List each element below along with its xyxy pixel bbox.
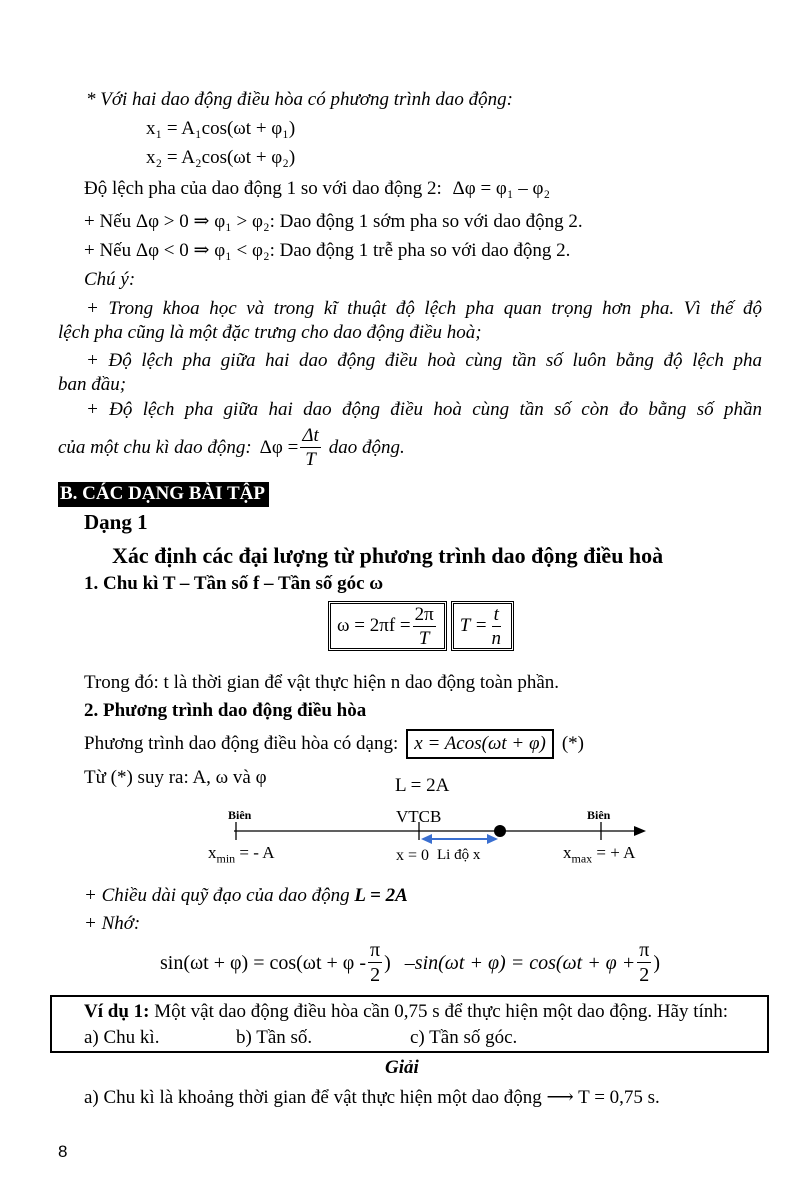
phase-difference-text: Độ lệch pha của dao động 1 so với dao động 2: [84,178,442,199]
solution-title: Giải [385,1057,419,1078]
identity1-numerator: π [370,939,381,961]
displacement-arrow-head-left [421,834,432,844]
period-fraction [490,605,504,648]
case-negative-condition: + Nếu Δφ < 0 ⇒ φ₁ < φ₂: [84,240,275,261]
section-b-header: B. CÁC DẠNG BÀI TẬP [58,482,269,507]
period-lhs: T = [459,615,488,636]
note3-fraction [300,426,320,469]
remember-label: + Nhớ: [84,913,141,934]
note3-line1: + Độ lệch pha giữa hai dao động điều hoà cùng tần số còn đo bằng số phần [86,399,762,420]
example-label: Ví dụ 1: [84,1001,150,1022]
equation-form-text: Phương trình dao động điều hòa có dạng: [84,733,399,754]
xmax-symbol: x [563,843,572,862]
diagram-right-top-label: Biên [587,808,611,822]
equation-form-mark: (*) [561,733,584,754]
note3-text-pre: của một chu kì dao động: [58,436,252,458]
trajectory-length-line [84,885,408,907]
angular-frequency-denominator: T [418,627,430,649]
phase-difference-equation: Δφ = φ₁ – φ₂ [452,178,551,199]
angular-frequency-lhs: ω = 2πf = [337,615,411,636]
solution-part-a: a) Chu kì là khoảng thời gian để vật thực hiện một dao động ⟶ T = 0,75 s. [84,1087,660,1108]
example-part-b: b) Tần số. [236,1027,313,1048]
identity2-denominator: 2 [639,964,650,986]
dang-heading: Dạng 1 [84,510,148,534]
oscillating-object [494,825,506,837]
trajectory-length-equation: L = 2A [354,885,408,906]
diagram-center-top-label: VTCB [396,807,442,826]
identity2-fraction [637,940,651,985]
identity1-denominator: 2 [370,964,381,986]
equation-form-box: x = Acos(ωt + φ) [406,729,554,759]
angular-frequency-numerator: 2π [414,603,434,625]
xmin-subscript: min [216,851,236,866]
diagram-displacement-label: Li độ x [437,847,481,863]
case-positive [84,211,583,233]
note-label: Chú ý: [84,269,136,290]
note3-fraction-denominator: T [305,449,316,470]
case-positive-condition: + Nếu Δφ > 0 ⇒ φ₁ > φ₂: [84,211,275,232]
example-text: Một vật dao động điều hòa cần 0,75 s để thực hiện một dao động. Hãy tính: [154,1001,729,1022]
period-frequency-formulas [328,601,514,651]
identity2-lhs: –sin(ωt + φ) = cos(ωt + φ + [404,951,636,974]
note3-line2 [58,426,405,469]
identity2-numerator: π [639,939,650,961]
case-positive-text: Dao động 1 sớm pha so với dao động 2. [279,211,583,232]
page-number: 8 [58,1142,68,1161]
case-negative [84,240,570,262]
example-part-a: a) Chu kì. [84,1027,160,1048]
identity2-close: ) [653,951,661,974]
note2-line2: ban đầu; [58,374,127,395]
diagram-center-bottom-label: x = 0 [396,847,430,864]
example-part-c: c) Tần số góc. [410,1027,518,1048]
intro-text: * Với hai dao động điều hòa có phương trình dao động: [86,89,513,110]
xmax-subscript: max [571,851,593,866]
diagram-left-top-label: Biên [228,808,252,822]
period-denominator: n [491,627,501,649]
identity1-fraction [368,940,382,985]
note3-text-post: dao động. [328,436,405,458]
angular-frequency-fraction [413,605,436,648]
phase-difference-line [84,178,550,200]
note3-equation-lhs: Δφ = [259,436,299,458]
note1-line2: lệch pha cũng là một đặc trưng cho dao động điều hoà; [58,322,482,343]
example-statement [84,1001,728,1023]
note1-line1: + Trong khoa học và trong kĩ thuật độ lệch pha quan trọng hơn pha. Vì thế độ [86,298,762,319]
identity1-close: ) [384,951,391,974]
case-negative-text: Dao động 1 trễ pha so với dao động 2. [279,240,571,261]
xmax-value: = + A [592,843,636,862]
diagram-right-bottom-label [563,842,635,869]
trajectory-length-text: + Chiều dài quỹ đạo của dao động [84,885,350,906]
xmin-value: = - A [235,843,275,862]
diagram-left-bottom-label [208,842,275,869]
diagram-length-label: L = 2A [395,775,450,796]
trig-identities [160,940,660,985]
subsection-2-title: 2. Phương trình dao động điều hòa [84,700,367,721]
equation-form-line [84,729,584,759]
note2-line1: + Độ lệch pha giữa hai dao động điều hoà cùng tần số luôn bằng độ lệch pha [86,350,762,371]
axis-arrowhead [634,826,646,836]
dang-title: Xác định các đại lượng từ phương trình dao động điều hoà [112,543,664,568]
xmin-symbol: x [208,843,217,862]
identity1-lhs: sin(ωt + φ) = cos(ωt + φ - [160,951,367,974]
derive-text: Từ (*) suy ra: A, ω và φ [84,767,267,788]
subsection-1-title: 1. Chu kì T – Tần số f – Tần số góc ω [84,573,384,594]
period-numerator: t [493,603,499,625]
equation-x1: x₁ = A₁cos(ωt + φ₁) [146,118,296,139]
angular-frequency-formula [328,601,447,651]
period-formula [451,601,514,651]
where-text: Trong đó: t là thời gian để vật thực hiện n dao động toàn phần. [84,672,560,693]
equation-x2: x₂ = A₂cos(ωt + φ₂) [146,147,296,168]
note3-fraction-numerator: Δt [302,425,319,446]
